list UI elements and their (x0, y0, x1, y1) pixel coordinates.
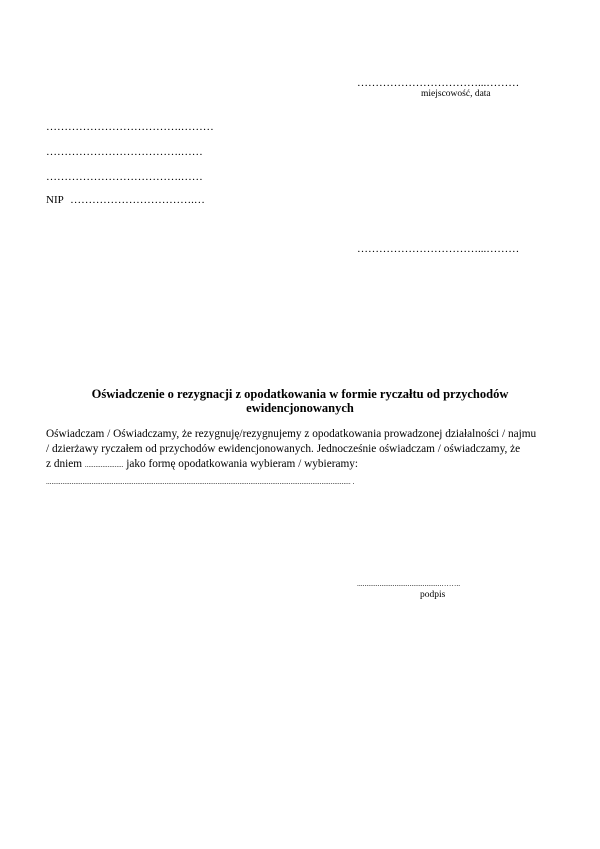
date-field-dots: ...................... (84, 461, 124, 469)
signature-line: .............................................…….. (357, 579, 461, 588)
place-date-line: ……………………………...……… (357, 77, 520, 89)
body-line-2: / dzierżawy ryczałem od przychodów ewidencjonowanych. Jednocześnie oświadczam / oświadczamy, że (46, 443, 521, 455)
recipient-line: ……………………………...……… (357, 243, 520, 255)
sender-line-2: ……………………………….…… (46, 146, 203, 158)
body-line-3 (46, 459, 358, 470)
date-suffix: jako formę opodatkowania wybieram / wybieramy: (126, 458, 359, 470)
place-date-label: miejscowość, data (421, 89, 491, 99)
document-title (50, 387, 550, 415)
nip-row (46, 195, 205, 206)
sender-line-1: ……………………………….……… (46, 121, 214, 133)
signature-label: podpis (420, 590, 446, 600)
nip-label: NIP (46, 194, 64, 206)
nip-line: …………………………….… (70, 194, 205, 206)
body-line-1: Oświadczam / Oświadczamy, że rezygnuję/rezygnujemy z opodatkowania prowadzonej działalności / najmu (46, 428, 537, 440)
document-title-line-1: Oświadczenie o rezygnacji z opodatkowania w formie ryczałtu od przychodów (91, 387, 509, 401)
tax-form-line: ....................................................................................................................................................................... . (46, 477, 355, 486)
date-prefix: z dniem (46, 458, 83, 470)
sender-line-3: ……………………………….…… (46, 171, 203, 183)
document-title-line-2: ewidencjonowanych (246, 401, 354, 415)
